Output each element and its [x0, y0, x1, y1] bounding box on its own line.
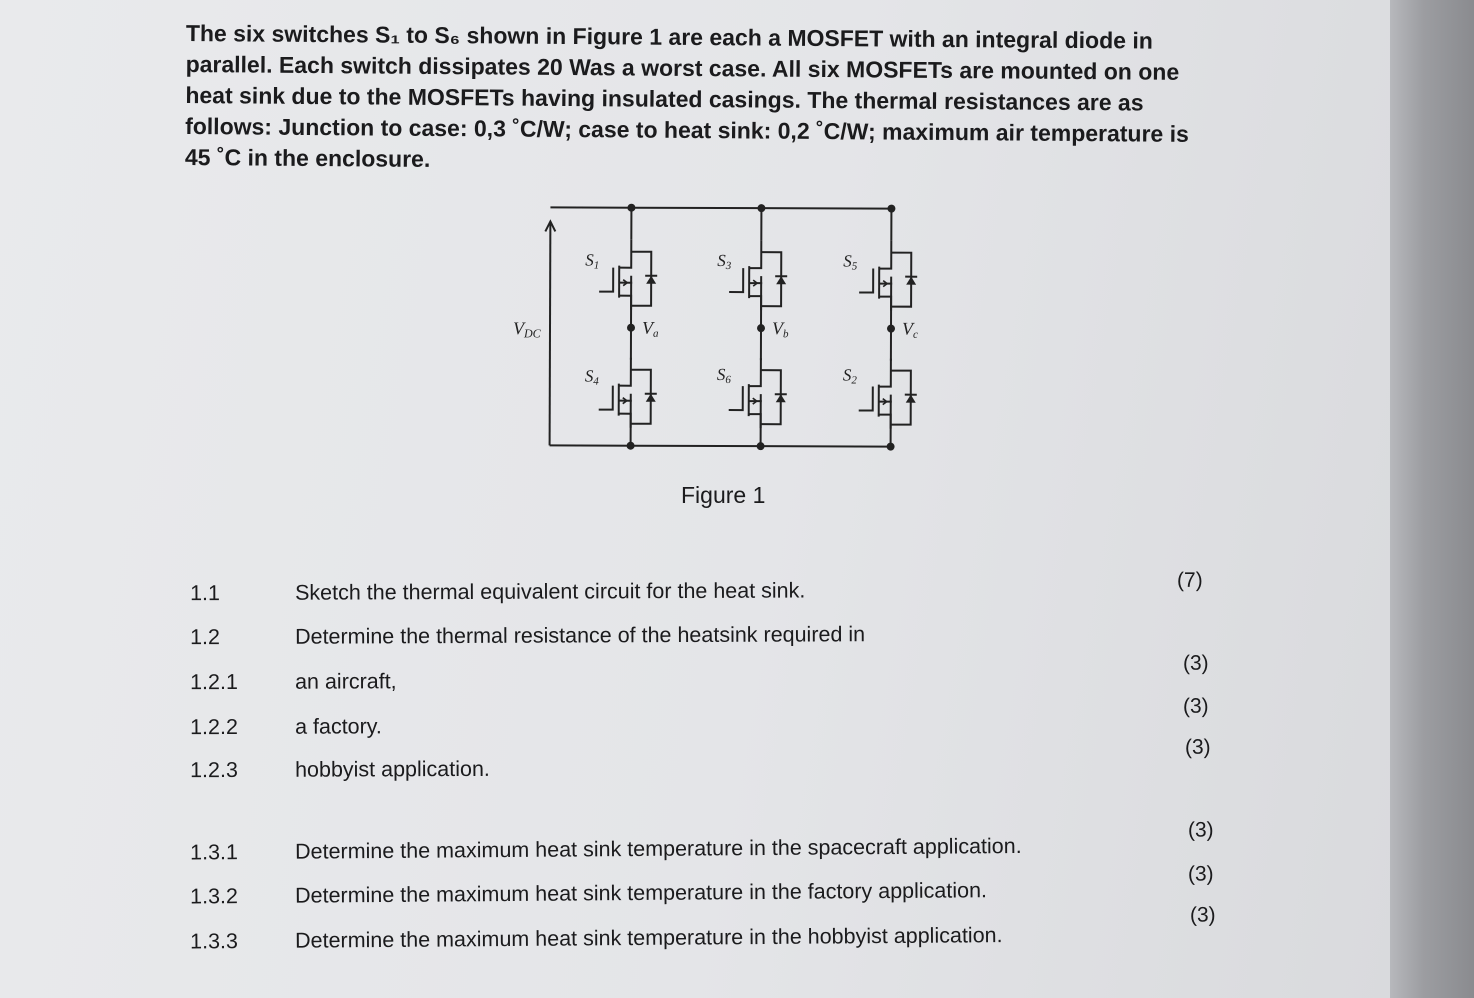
question-number: 1.2	[189, 625, 220, 650]
vb-label: Vb	[771, 318, 789, 341]
s4-label: S4	[584, 366, 599, 388]
question-marks: (3)	[1182, 694, 1209, 718]
question-marks: (3)	[1187, 862, 1214, 886]
question-text: Sketch the thermal equivalent circuit for the heat sink.	[294, 578, 806, 605]
s1-label: S1	[585, 250, 600, 272]
intro-line: 45 ˚C in the enclosure.	[184, 143, 431, 172]
question-marks: (3)	[1184, 735, 1211, 759]
va-label: Va	[641, 317, 659, 340]
question-text: Determine the maximum heat sink temperature in the factory application.	[294, 878, 988, 908]
question-text: Determine the maximum heat sink temperature in the hobbyist application.	[294, 923, 1003, 953]
question-number: 1.3.2	[189, 884, 239, 909]
figure-caption: Figure 1	[681, 482, 766, 508]
intro-line: parallel. Each switch dissipates 20 Was a worst case. All six MOSFETs are mounted on one	[185, 50, 1180, 85]
question-number: 1.2.3	[189, 757, 238, 783]
question-number: 1.2.2	[189, 714, 238, 740]
vc-label: Vc	[901, 318, 918, 341]
question-marks: (3)	[1182, 651, 1209, 675]
question-text: an aircraft,	[294, 669, 397, 694]
question-text: hobbyist application.	[294, 756, 490, 782]
intro-paragraph	[185, 18, 1231, 181]
question-text: Determine the maximum heat sink temperature in the spacecraft application.	[294, 833, 1022, 864]
question-number: 1.2.1	[189, 669, 238, 695]
s3-label: S3	[717, 251, 732, 273]
question-marks: (3)	[1187, 818, 1214, 842]
question-marks: (7)	[1176, 568, 1203, 592]
s6-label: S6	[716, 365, 731, 387]
question-number: 1.3.1	[189, 840, 239, 865]
intro-line: follows: Junction to case: 0,3 ˚C/W; case to heat sink: 0,2 ˚C/W; maximum air temperature is	[185, 112, 1189, 147]
question-text: Determine the thermal resistance of the heatsink required in	[294, 622, 866, 649]
inverter-circuit-diagram	[505, 199, 926, 460]
question-marks: (3)	[1189, 903, 1216, 927]
question-number: 1.1	[189, 581, 220, 606]
s2-label: S2	[842, 365, 857, 387]
intro-line: The six switches S₁ to S₆ shown in Figure 1 are each a MOSFET with an integral diode in	[185, 19, 1153, 54]
page-edge-shadow	[1390, 0, 1474, 998]
s5-label: S5	[843, 251, 858, 273]
question-number: 1.3.3	[189, 929, 239, 954]
vdc-label: VDC	[512, 318, 541, 341]
question-text: a factory.	[294, 714, 382, 739]
intro-line: heat sink due to the MOSFETs having insulated casings. The thermal resistances are as	[185, 81, 1144, 116]
